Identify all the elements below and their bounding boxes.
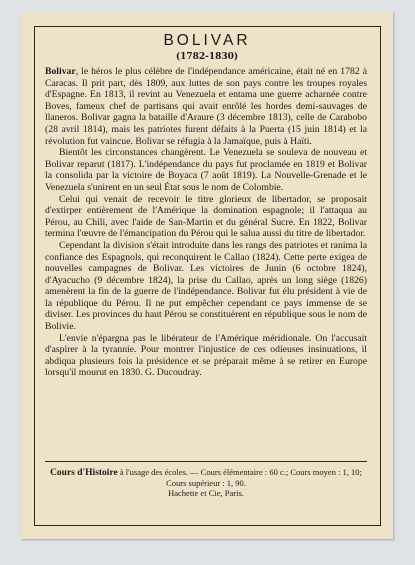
footer-divider: [45, 461, 367, 462]
paragraph-2: Bientôt les circonstances changèrent. Le Venezuela se souleva de nouveau et Bolivar reparut (1817). L'indépendance du pays fut proclamée en 1819 et Bolivar la consolida par la victoire de Boyaca (7 août 1819). La Nouvelle-Grenade et le Venezuela s'unirent en un seul État sous le nom de Colombie.: [45, 147, 367, 193]
author-signature: G. Ducoudray.: [144, 367, 202, 379]
history-card: [21, 12, 393, 539]
publisher-footer: [45, 467, 367, 498]
footer-brand: Cours d'Histoire: [50, 468, 118, 478]
footer-publisher: Hachette et Cie, Paris.: [168, 488, 244, 498]
page-title: BOLIVAR: [163, 32, 251, 49]
biography-text: [45, 66, 367, 379]
paragraph-1: Bolivar, le héros le plus célèbre de l'indépendance américaine, était né en 1782 à Caracas. Il prit part, dès 1809, aux luttes de son pays contre les troupes royales d'Espagne. En 1813, il revint au Venezuela et entama une guerre acharnée contre Boves, fameux chef de partisans qui avait enrôlé les hordes demi-sauvages de llaneros. Bolivar gagna la bataille d'Araure (3 décembre 1813), celle de Carabobo (28 avril 1814), mais les patriotes furent défaits à la Puerta (15 juin 1814) et la révolution fut vaincue. Bolivar se réfugia à la Jamaïque, puis à Haïti.: [45, 66, 367, 147]
paragraph-5: L'envie n'épargna pas le libérateur de l'Amérique méridionale. On l'accusait d'aspirer à la tyrannie. Pour montrer l'injustice de ces odieuses insinuations, il abdiqua plusieurs fois la présidence et se préparait même à se retirer en Europe lorsqu'il mourut en 1830. G. Ducoudray.: [45, 332, 367, 379]
paragraph-4: Cependant la division s'était introduite dans les rangs des patriotes et ranima la confiance des Espagnols, qui reconquirent le Callao (1824). Cette perte exigea de nouvelles campagnes de Bolivar. Les victoires de Junin (6 octobre 1824), d'Ayacucho (9 décembre 1824), la prise du Callao, après un long siège (1826) amenèrent la fin de la guerre de l'indépendance. Bolivar fut élu président à vie de la république du Pérou. Il ne put empêcher cependant ce pays immense de se diviser. Les provinces du haut Pérou se constituèrent en république sous le nom de Bolivie.: [45, 239, 367, 333]
paragraph-3: Celui qui venait de recevoir le titre glorieux de libertador, se proposait d'extirper entièrement de l'Amérique la domination espagnole; il l'attaqua au Pérou, au Chili, avec l'aide de San-Martin et du général Sucre. En 1822, Bolivar termina l'œuvre de l'émancipation du Pérou qui le salua aussi du titre de libertador.: [45, 193, 367, 240]
lead-name: Bolivar: [45, 66, 76, 77]
footer-prices: à l'usage des écoles. — Cours élémentaire : 60 c.; Cours moyen : 1, 10; Cours supérieur : 1, 90.: [117, 467, 362, 488]
life-dates: (1782-1830): [175, 52, 239, 62]
